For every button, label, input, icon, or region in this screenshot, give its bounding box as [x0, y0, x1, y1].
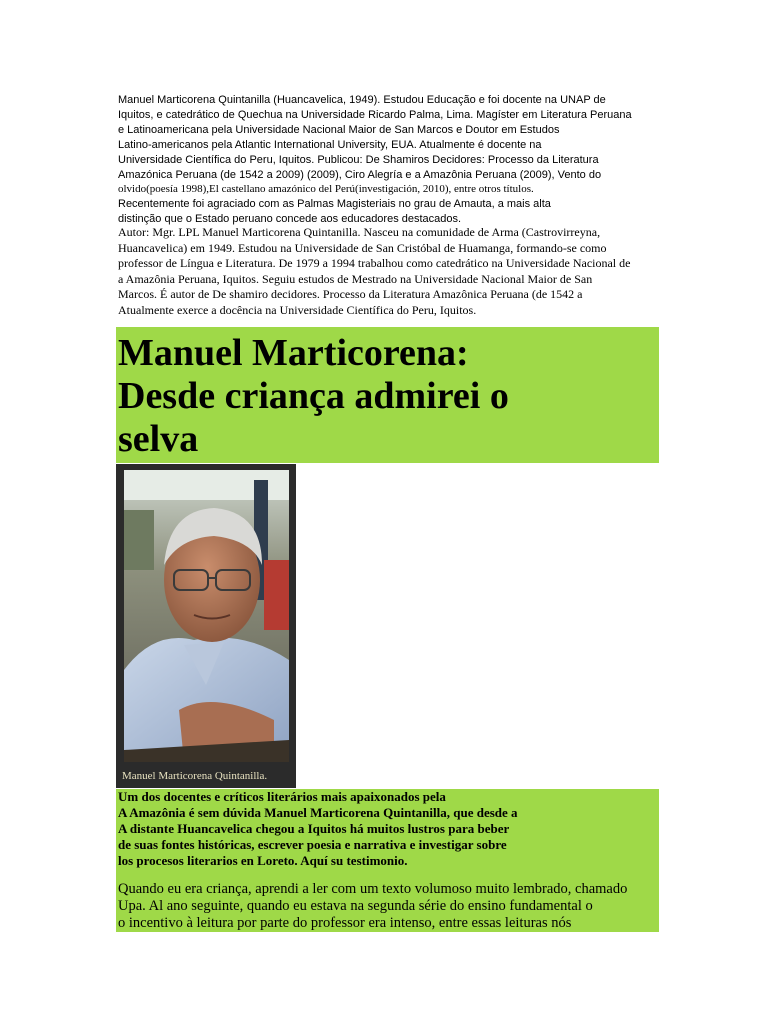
intro-line: Um dos docentes e críticos literários mais apaixonados pela	[118, 789, 446, 804]
portrait-photo-frame	[116, 464, 296, 788]
bio-sans-line: Latino-americanos pela Atlantic International University, EUA. Atualmente é docente na	[118, 138, 542, 151]
bio-sans-line: Universidade Científica do Peru, Iquitos. Publicou: De Shamiros Decidores: Processo da Literatura	[118, 153, 599, 166]
bio-sans-line: e Latinoamericana pela Universidade Nacional Maior de San Marcos e Doutor em Estudos	[118, 123, 560, 136]
title-line: selva	[118, 418, 199, 460]
bio-serif-line: Atualmente exerce a docência na Universidade Científica do Peru, Iquitos.	[118, 302, 477, 317]
bio-sans-line: Manuel Marticorena Quintanilla (Huancavelica, 1949). Estudou Educação e foi docente na UNAP de	[118, 94, 606, 106]
testimony-line: Quando eu era criança, aprendi a ler com um texto volumoso muito lembrado, chamado	[118, 881, 628, 897]
testimony-line: Upa. Al ano seguinte, quando eu estava na segunda série do ensino fundamental o	[118, 898, 593, 914]
intro-line: de suas fontes históricas, escrever poesia e narrativa e investigar sobre	[118, 837, 507, 852]
testimony-paragraph	[118, 881, 698, 932]
intro-lead-paragraph	[118, 789, 658, 869]
bio-serif-line: Marcos. É autor de De shamiro decidores. Processo da Literatura Amazônica Peruana (de 1542 a	[118, 287, 583, 302]
bio-paragraph-sans	[118, 93, 678, 227]
intro-line: los procesos literarios en Loreto. Aquí su testimonio.	[118, 853, 408, 868]
bio-sans-line-serif-fragment: olvido(poesía 1998),El castellano amazónico del Perú(investigación, 2010), entre otros títulos.	[118, 183, 534, 196]
article-title-block	[116, 327, 659, 463]
bio-sans-line: Iquitos, e catedrático de Quechua na Universidade Ricardo Palma, Lima. Magíster em Literatura Peruana	[118, 108, 632, 121]
bio-serif-line: Autor: Mgr. LPL Manuel Marticorena Quintanilla. Nasceu na comunidade de Arma (Castrovirreyna,	[118, 225, 601, 239]
bio-serif-line: a Amazônia Peruana, Iquitos. Seguiu estudos de Mestrado na Universidade Nacional Maior de San	[118, 271, 593, 286]
portrait-photo	[124, 470, 289, 762]
photo-caption: Manuel Marticorena Quintanilla.	[122, 770, 268, 782]
portrait-illustration	[124, 470, 289, 762]
title-line: Manuel Marticorena:	[118, 332, 469, 374]
title-line: Desde criança admirei o	[118, 375, 509, 417]
intro-line: A distante Huancavelica chegou a Iquitos há muitos lustros para beber	[118, 821, 510, 836]
bio-serif-line: Huancavelica) em 1949. Estudou na Universidade de San Cristóbal de Huamanga, formando-se como	[118, 240, 607, 255]
intro-line: A Amazônia é sem dúvida Manuel Marticorena Quintanilla, que desde a	[118, 805, 518, 820]
article-title	[116, 327, 659, 461]
bio-sans-line: Amazónica Peruana (de 1542 a 2009) (2009), Ciro Alegría e a Amazônia Peruana (2009), Vento do	[118, 168, 602, 181]
testimony-line: o incentivo à leitura por parte do professor era intenso, entre essas leituras nós	[118, 915, 572, 931]
bio-paragraph-serif	[118, 225, 678, 319]
bio-sans-line: distinção que o Estado peruano concede aos educadores destacados.	[118, 213, 462, 226]
bio-serif-line: professor de Língua e Literatura. De 1979 a 1994 trabalhou como catedrático na Universidade Nacional de	[118, 256, 631, 271]
intro-block	[116, 789, 659, 932]
bio-sans-line: Recentemente foi agraciado com as Palmas Magisteriais no grau de Amauta, a mais alta	[118, 198, 551, 211]
